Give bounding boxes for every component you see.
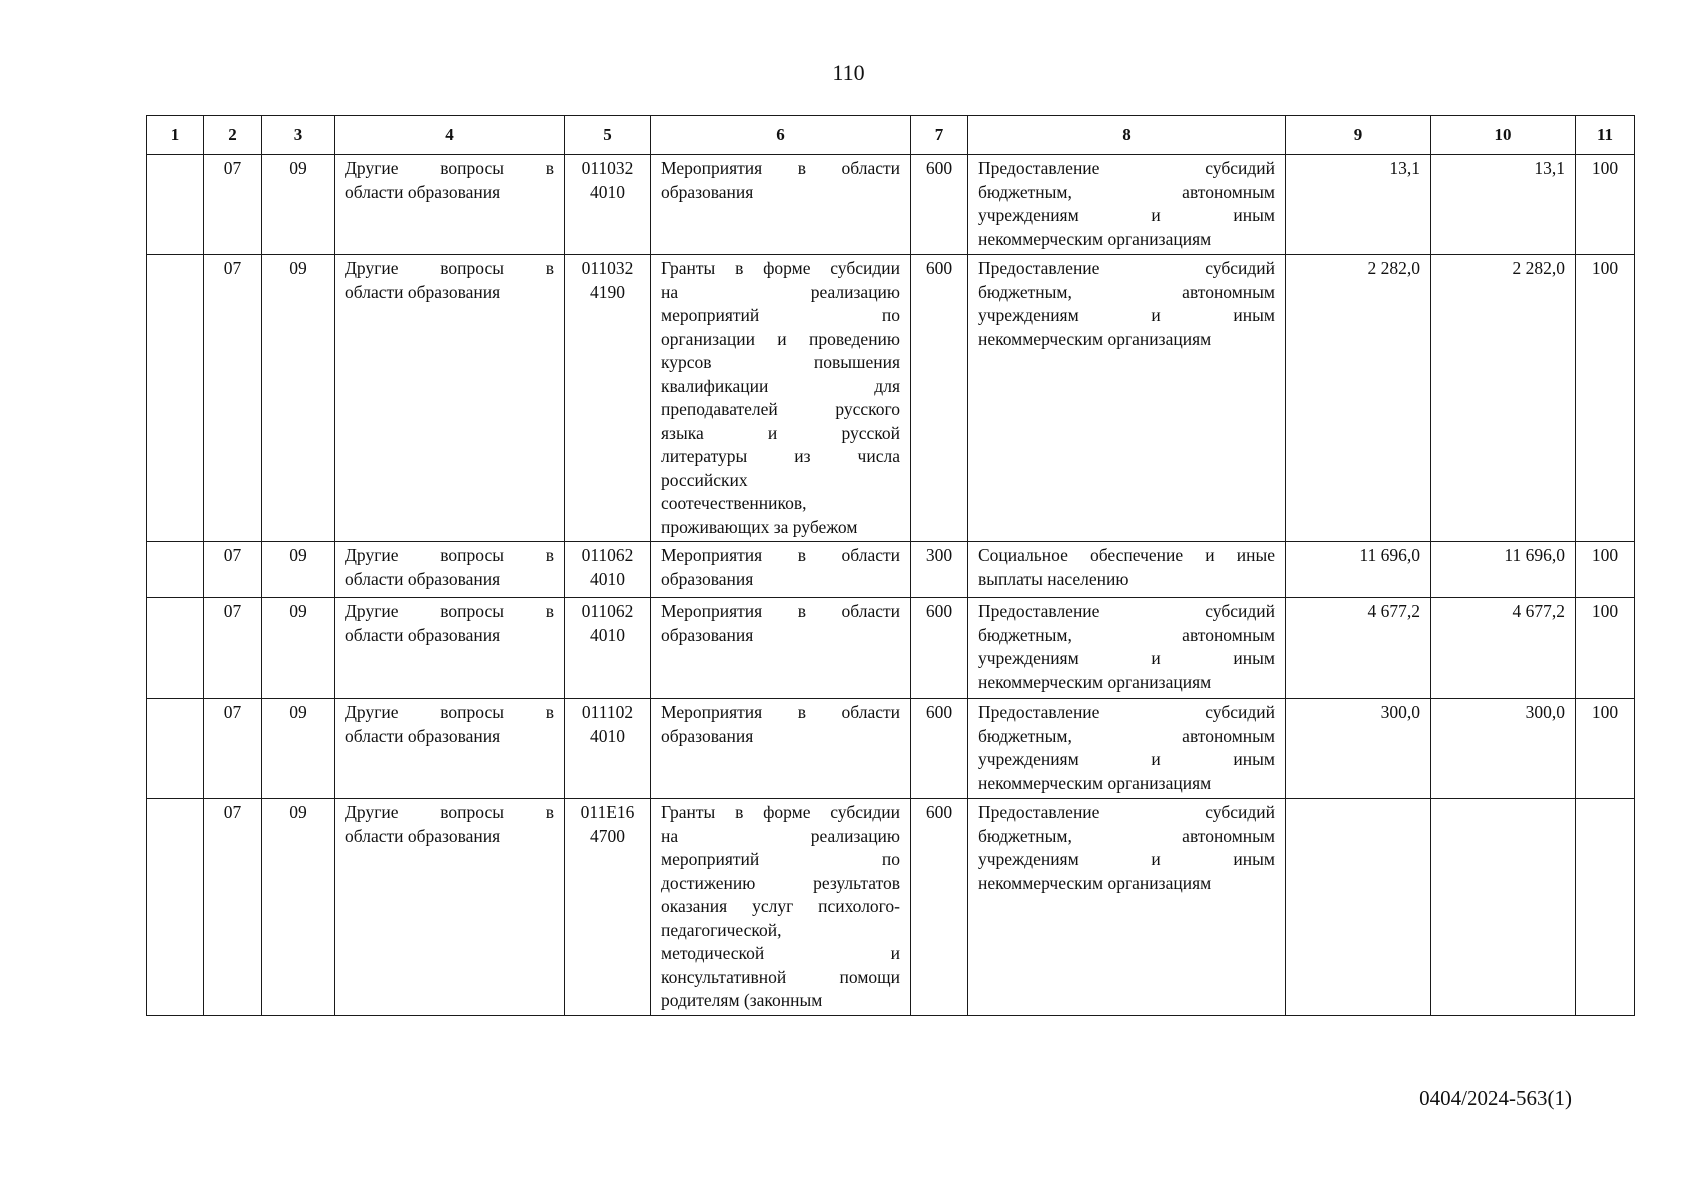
text-line: области образования <box>345 568 501 589</box>
column-header-8: 8 <box>968 116 1286 155</box>
cell-article-name <box>651 799 911 1016</box>
cell-subsection-code: 09 <box>262 799 335 1016</box>
text-line: Предоставление субсидий <box>978 802 1275 822</box>
code-line: 011032 <box>581 258 634 278</box>
cell-expense-type-code: 600 <box>911 799 968 1016</box>
cell-percent <box>1576 799 1635 1016</box>
text-line: некоммерческим организациям <box>978 228 1212 249</box>
cell-expense-type-code: 600 <box>911 598 968 699</box>
text-line: бюджетным, автономным <box>978 825 1275 846</box>
cell-expense-type-name <box>968 598 1286 699</box>
cell-article-name <box>651 598 911 699</box>
cell-col-1 <box>147 598 204 699</box>
text-line: бюджетным, автономным <box>978 624 1275 645</box>
cell-target-article <box>565 155 651 255</box>
cell-subsection-code: 09 <box>262 255 335 542</box>
cell-section-code: 07 <box>204 699 262 799</box>
text-line: языка и русской <box>661 422 900 443</box>
cell-target-article <box>565 699 651 799</box>
cell-target-article <box>565 598 651 699</box>
text-line: Другие вопросы в <box>345 601 554 621</box>
text-line: области образования <box>345 725 501 746</box>
text-line: на реализацию <box>661 281 900 302</box>
cell-subsection-code: 09 <box>262 598 335 699</box>
text-line: Мероприятия в области <box>661 158 900 178</box>
cell-expense-type-name <box>968 699 1286 799</box>
text-line: некоммерческим организациям <box>978 671 1212 692</box>
table-body <box>147 155 1635 1016</box>
column-header-1: 1 <box>147 116 204 155</box>
table-row <box>147 542 1635 598</box>
text-line: Другие вопросы в <box>345 545 554 565</box>
cell-subsection-name <box>335 799 565 1016</box>
code-line: 011102 <box>581 702 634 722</box>
text-line: квалификации для <box>661 375 900 396</box>
cell-subsection-code: 09 <box>262 155 335 255</box>
text-line: методической и <box>661 943 900 963</box>
text-line: Другие вопросы в <box>345 158 554 178</box>
cell-actual-amount: 13,1 <box>1431 155 1576 255</box>
column-header-5: 5 <box>565 116 651 155</box>
table-row <box>147 155 1635 255</box>
cell-plan-amount: 2 282,0 <box>1286 255 1431 542</box>
cell-subsection-name <box>335 699 565 799</box>
text-line: преподавателей русского <box>661 399 900 419</box>
table-row <box>147 799 1635 1016</box>
cell-percent: 100 <box>1576 598 1635 699</box>
text-line: Мероприятия в области <box>661 702 900 722</box>
cell-plan-amount: 13,1 <box>1286 155 1431 255</box>
code-line: 4190 <box>590 281 625 302</box>
column-header-4: 4 <box>335 116 565 155</box>
text-line: учреждениям и иным <box>978 849 1275 869</box>
text-line: российских <box>661 469 748 490</box>
text-line: соотечественников, <box>661 493 807 513</box>
text-line: области образования <box>345 825 501 846</box>
column-header-9: 9 <box>1286 116 1431 155</box>
code-line: 4010 <box>590 725 625 746</box>
text-line: Предоставление субсидий <box>978 702 1275 722</box>
cell-expense-type-name <box>968 542 1286 598</box>
column-header-7: 7 <box>911 116 968 155</box>
text-line: на реализацию <box>661 825 900 846</box>
cell-subsection-code: 09 <box>262 699 335 799</box>
text-line: Другие вопросы в <box>345 802 554 822</box>
column-header-6: 6 <box>651 116 911 155</box>
cell-col-1 <box>147 699 204 799</box>
text-line: мероприятий по <box>661 305 900 325</box>
cell-percent: 100 <box>1576 542 1635 598</box>
text-line: консультативной помощи <box>661 966 900 987</box>
cell-expense-type-name <box>968 799 1286 1016</box>
text-line: литературы из числа <box>661 446 900 466</box>
code-line: 011032 <box>581 158 634 178</box>
cell-col-1 <box>147 155 204 255</box>
table-row <box>147 598 1635 699</box>
code-line: 011E16 <box>580 802 635 822</box>
cell-percent: 100 <box>1576 255 1635 542</box>
table-row <box>147 255 1635 542</box>
cell-subsection-code: 09 <box>262 542 335 598</box>
table-row <box>147 699 1635 799</box>
cell-target-article <box>565 799 651 1016</box>
text-line: Гранты в форме субсидии <box>661 258 900 278</box>
cell-article-name <box>651 542 911 598</box>
column-header-11: 11 <box>1576 116 1635 155</box>
text-line: достижению результатов <box>661 872 900 893</box>
cell-section-code: 07 <box>204 598 262 699</box>
text-line: образования <box>661 624 754 645</box>
text-line: Гранты в форме субсидии <box>661 802 900 822</box>
cell-target-article <box>565 255 651 542</box>
column-header-3: 3 <box>262 116 335 155</box>
cell-actual-amount: 300,0 <box>1431 699 1576 799</box>
text-line: образования <box>661 181 754 202</box>
text-line: Мероприятия в области <box>661 545 900 565</box>
cell-plan-amount: 4 677,2 <box>1286 598 1431 699</box>
text-line: области образования <box>345 624 501 645</box>
cell-actual-amount: 11 696,0 <box>1431 542 1576 598</box>
text-line: родителям (законным <box>661 990 823 1010</box>
cell-expense-type-code: 300 <box>911 542 968 598</box>
page-number: 110 <box>832 60 865 85</box>
text-line: Другие вопросы в <box>345 702 554 722</box>
text-line: некоммерческим организациям <box>978 328 1212 349</box>
column-header-10: 10 <box>1431 116 1576 155</box>
text-line: бюджетным, автономным <box>978 181 1275 202</box>
text-line: бюджетным, автономным <box>978 725 1275 746</box>
text-line: Другие вопросы в <box>345 258 554 278</box>
cell-actual-amount: 4 677,2 <box>1431 598 1576 699</box>
cell-actual-amount: 2 282,0 <box>1431 255 1576 542</box>
text-line: Предоставление субсидий <box>978 158 1275 178</box>
cell-section-code: 07 <box>204 799 262 1016</box>
text-line: педагогической, <box>661 919 782 940</box>
code-line: 4010 <box>590 624 625 645</box>
text-line: образования <box>661 725 754 746</box>
cell-percent: 100 <box>1576 699 1635 799</box>
text-line: области образования <box>345 281 501 302</box>
cell-col-1 <box>147 255 204 542</box>
cell-article-name <box>651 255 911 542</box>
code-line: 4010 <box>590 181 625 202</box>
text-line: учреждениям и иным <box>978 205 1275 225</box>
text-line: оказания услуг психолого- <box>661 896 900 916</box>
cell-expense-type-name <box>968 255 1286 542</box>
column-header-2: 2 <box>204 116 262 155</box>
text-line: некоммерческим организациям <box>978 772 1212 793</box>
text-line: выплаты населению <box>978 568 1129 589</box>
cell-plan-amount <box>1286 799 1431 1016</box>
text-line: Предоставление субсидий <box>978 601 1275 621</box>
text-line: Предоставление субсидий <box>978 258 1275 278</box>
code-line: 4010 <box>590 568 625 589</box>
cell-section-code: 07 <box>204 255 262 542</box>
text-line: курсов повышения <box>661 352 900 372</box>
header-row <box>147 116 1635 155</box>
cell-subsection-name <box>335 255 565 542</box>
cell-target-article <box>565 542 651 598</box>
document-code: 0404/2024-563(1) <box>1419 1086 1572 1110</box>
cell-section-code: 07 <box>204 542 262 598</box>
text-line: образования <box>661 568 754 589</box>
cell-article-name <box>651 699 911 799</box>
text-line: бюджетным, автономным <box>978 281 1275 302</box>
cell-col-1 <box>147 542 204 598</box>
text-line: некоммерческим организациям <box>978 872 1212 893</box>
cell-section-code: 07 <box>204 155 262 255</box>
cell-subsection-name <box>335 598 565 699</box>
cell-actual-amount <box>1431 799 1576 1016</box>
cell-subsection-name <box>335 542 565 598</box>
cell-expense-type-code: 600 <box>911 155 968 255</box>
cell-subsection-name <box>335 155 565 255</box>
text-line: области образования <box>345 181 501 202</box>
code-line: 4700 <box>590 825 625 846</box>
cell-expense-type-code: 600 <box>911 699 968 799</box>
cell-expense-type-code: 600 <box>911 255 968 542</box>
text-line: учреждениям и иным <box>978 305 1275 325</box>
cell-plan-amount: 11 696,0 <box>1286 542 1431 598</box>
text-line: Мероприятия в области <box>661 601 900 621</box>
text-line: организации и проведению <box>661 328 900 349</box>
cell-col-1 <box>147 799 204 1016</box>
cell-article-name <box>651 155 911 255</box>
cell-expense-type-name <box>968 155 1286 255</box>
cell-plan-amount: 300,0 <box>1286 699 1431 799</box>
text-line: учреждениям и иным <box>978 749 1275 769</box>
budget-table <box>146 115 1635 1016</box>
cell-percent: 100 <box>1576 155 1635 255</box>
code-line: 011062 <box>581 601 634 621</box>
code-line: 011062 <box>581 545 634 565</box>
text-line: мероприятий по <box>661 849 900 869</box>
text-line: проживающих за рубежом <box>661 516 858 537</box>
text-line: Социальное обеспечение и иные <box>978 545 1275 565</box>
text-line: учреждениям и иным <box>978 648 1275 668</box>
